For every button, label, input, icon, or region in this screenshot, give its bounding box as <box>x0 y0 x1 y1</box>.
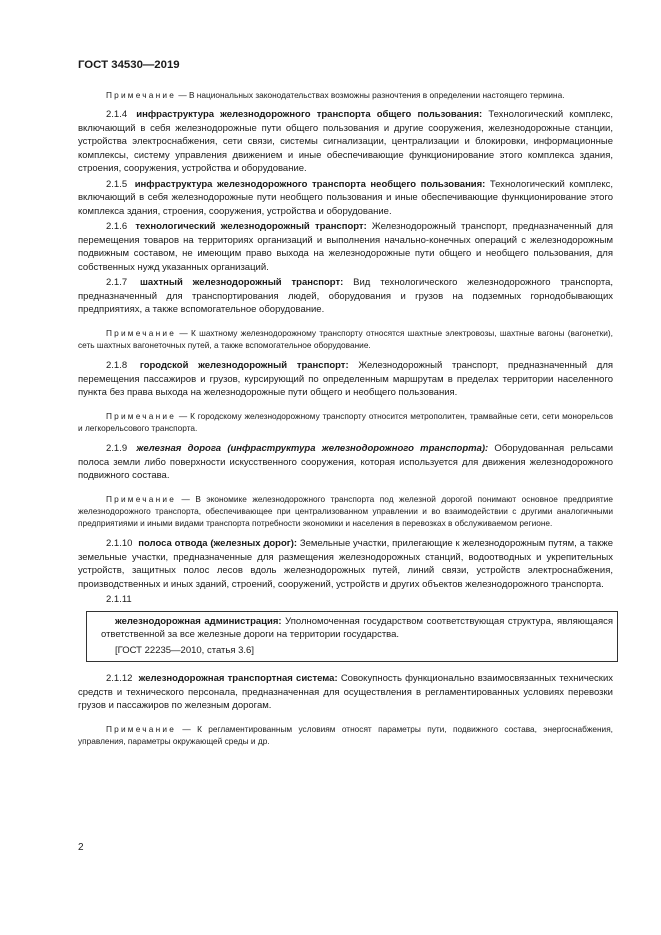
page-number: 2 <box>78 842 84 853</box>
note-3 <box>78 410 613 434</box>
definition: Технологический комплекс, включающий в себя железнодорожные пути общего пользования и другие сооружения, железнодорожные станции, устройства электроснабжения, сети связи, системы сигнализации, централизации и блокировки, информационные комплексы, систему управления движением и иные обеспечивающие функционирование этого комплекса здания, строения, сооружения, устройства и оборудование. <box>78 109 614 175</box>
clause-number: 2.1.7 <box>106 277 128 289</box>
term: городской железнодорожный транспорт: <box>139 360 349 372</box>
definition: Совокупность функционально взаимосвязанных технических средств и технического персонала, предназначенная для осуществления в регламентированных условиях перевозки грузов и пассажиров по железным дорогам. <box>78 673 614 712</box>
clause-number: 2.1.8 <box>106 360 128 372</box>
clause-2-1-9 <box>78 442 613 483</box>
document-header: ГОСТ 34530—2019 <box>78 59 180 71</box>
quoted-definition-box <box>86 611 618 663</box>
clause-2-1-12 <box>78 672 613 713</box>
term: железнодорожная администрация: <box>115 615 282 627</box>
note-4 <box>78 493 613 530</box>
clause-2-1-4 <box>78 108 613 176</box>
note-label: Примечание <box>106 493 177 504</box>
term: инфраструктура железнодорожного транспорта общего пользования: <box>136 109 483 121</box>
source-reference: [ГОСТ 22235—2010, статья 3.6] <box>115 644 254 656</box>
quoted-definition <box>101 615 613 642</box>
clause-2-1-7 <box>78 276 613 317</box>
definition: Оборудованная рельсами полоса земли либо поверхности искусственного сооружения, которая используется для движения железнодорожного подвижного состава. <box>78 443 613 482</box>
note-label: Примечание <box>106 90 177 100</box>
clause-2-1-11-number: 2.1.11 <box>106 594 132 606</box>
note-label: Примечание <box>106 723 177 734</box>
note-text: — В национальных законодательствах возможны разночтения в определении настоящего термина. <box>176 90 565 100</box>
term: полоса отвода (железных дорог): <box>138 538 298 550</box>
note-text: — К городскому железнодорожному транспорту относится метрополитен, трамвайные сети, сети монорельсов и легкорельсового транспорта. <box>78 410 613 433</box>
definition: Железнодорожный транспорт, предназначенный для перемещения товаров на территориях организаций и выполнения начально-конечных операций с железнодорожным подвижным составом, не имеющим право выхода на железнодорожные пути общего и необщего пользования, для собственных нужд указанных организаций. <box>78 221 614 273</box>
definition: Вид технологического железнодорожного транспорта, предназначенный для транспортирования людей, оборудования и грузов на подземных горнодобывающих предприятиях, а также вспомогательное оборудование. <box>78 277 613 316</box>
clause-number: 2.1.9 <box>106 443 128 455</box>
definition: Технологический комплекс, включающий в себя железнодорожные пути необщего пользования и иные обеспечивающие функционирование этого комплекса здания, строения, сооружения, устройства и оборудование. <box>78 178 614 217</box>
clause-number: 2.1.6 <box>106 221 128 233</box>
term: шахтный железнодорожный транспорт: <box>140 277 344 289</box>
clause-number: 2.1.5 <box>106 178 128 190</box>
note-text: — К регламентированным условиям относят параметры пути, подвижного состава, энергоснабжения, управления, параметры окружающей среды и др. <box>78 723 613 746</box>
term: технологический железнодорожный транспорт: <box>135 221 367 233</box>
note-2 <box>78 327 613 351</box>
term: инфраструктура железнодорожного транспорта необщего пользования: <box>134 178 486 190</box>
note-5 <box>78 723 613 747</box>
note-label: Примечание <box>106 410 177 421</box>
clause-number: 2.1.4 <box>106 109 128 121</box>
document-body <box>78 89 613 747</box>
term: железная дорога (инфраструктура железнодорожного транспорта): <box>136 443 489 455</box>
definition: Железнодорожный транспорт, предназначенный для перемещения пассажиров и грузов, курсирующий по определенным маршрутам в пределах территории населенного пункта без права выхода на железнодорожные пути общего и необщего пользования. <box>78 360 614 399</box>
term: железнодорожная транспортная система: <box>138 673 338 685</box>
clause-2-1-6 <box>78 220 613 274</box>
clause-number: 2.1.10 <box>106 538 133 550</box>
definition: Уполномоченная государством соответствующая структура, являющаяся ответственной за все железные дороги на территории государства. <box>101 615 613 641</box>
note-1 <box>78 89 613 101</box>
clause-2-1-5 <box>78 178 613 219</box>
note-label: Примечание <box>106 327 177 338</box>
clause-2-1-10 <box>78 537 613 591</box>
definition: Земельные участки, прилегающие к железнодорожным путям, а также земельные участки, предназначенные для размещения железнодорожных станций, водоотводных и укрепительных устройств, защитных полос лесов вдоль железнодорожных путей, линий связи, устройств электроснабжения, производственных и иных зданий, строений, сооружений, устройств и других объектов железнодорожного транспорта. <box>78 538 613 590</box>
note-text: — В экономике железнодорожного транспорта под железной дорогой понимают основное предприятие железнодорожного транспорта, обеспечивающее при централизованном управлении и во взаимодействии с другими аналогичными предприятиями и иными видами транспорта потребности экономики и населения в перевозках в обслуживаемом регионе. <box>78 493 613 528</box>
clause-number: 2.1.12 <box>106 673 133 685</box>
note-text: — К шахтному железнодорожному транспорту относятся шахтные электровозы, шахтные вагоны (вагонетки), сеть шахтных вагонеточных путей, а также вспомогательное оборудование. <box>78 327 613 350</box>
clause-2-1-8 <box>78 359 613 400</box>
